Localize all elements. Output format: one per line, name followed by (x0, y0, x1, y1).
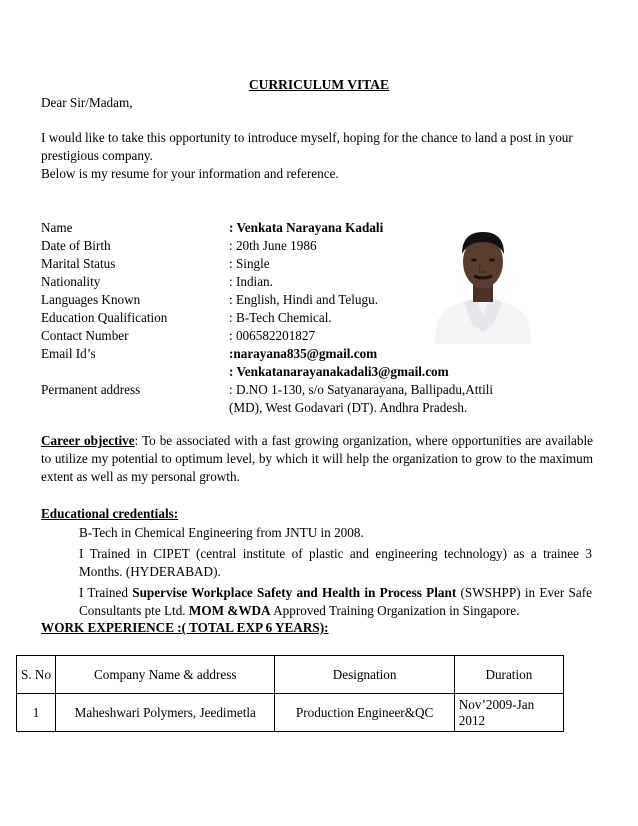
career-objective (41, 432, 593, 486)
education-value: : B-Tech Chemical. (229, 310, 332, 325)
email-value-1: :narayana835@gmail.com (229, 346, 378, 361)
intro-line-2: prestigious company. (41, 148, 153, 163)
table-header-row (17, 656, 564, 694)
intro-line-1: I would like to take this opportunity to introduce myself, hoping for the chance to land a post in your (41, 130, 573, 145)
address-label: Permanent address (41, 382, 141, 397)
career-objective-text: : To be associated with a fast growing organization, where opportunities are available to utilize my potential to optimum level, by which it will help the organization to grow to the maximum extent as well as my personal growth. (41, 433, 593, 484)
career-objective-heading: Career objective (41, 433, 135, 448)
col-duration: Duration (454, 656, 563, 694)
document-title: CURRICULUM VITAE (248, 77, 390, 92)
name-label: Name (41, 220, 73, 235)
email-label: Email Id’s (41, 346, 96, 361)
item3-part-c: (SWSHPP) in Ever Safe Consultants pte Ltd. (79, 585, 592, 618)
languages-value: : English, Hindi and Telugu. (229, 292, 379, 307)
name-value: : Venkata Narayana Kadali (229, 220, 384, 235)
contact-value: : 006582201827 (229, 328, 316, 343)
col-designation: Designation (275, 656, 454, 694)
item3-part-a: I Trained (79, 585, 133, 600)
table-row (17, 694, 564, 732)
work-experience-table (16, 655, 564, 732)
nationality-value: : Indian. (229, 274, 273, 289)
personal-row-email-2 (41, 364, 601, 382)
education-heading: Educational credentials: (41, 506, 179, 521)
marital-value: : Single (229, 256, 270, 271)
intro-line-3: Below is my resume for your information and reference. (41, 166, 339, 181)
cell-designation: Production Engineer&QC (275, 694, 454, 732)
cell-sno: 1 (17, 694, 56, 732)
personal-row-address (41, 382, 601, 400)
item3-part-e: Approved Training Organization in Singapore. (270, 603, 520, 618)
marital-label: Marital Status (41, 256, 116, 271)
col-sno: S. No (17, 656, 56, 694)
address-line-2: (MD), West Godavari (DT). Andhra Pradesh. (229, 400, 468, 415)
address-line-1: : D.NO 1-130, s/o Satyanarayana, Ballipadu,Attili (229, 382, 494, 397)
education-label: Education Qualification (41, 310, 168, 325)
item3-part-b: Supervise Workplace Safety and Health in Process Plant (132, 585, 457, 600)
dob-label: Date of Birth (41, 238, 111, 253)
work-experience-heading: WORK EXPERIENCE :( TOTAL EXP 6 YEARS): (41, 620, 329, 635)
nationality-label: Nationality (41, 274, 101, 289)
cell-duration: Nov’2009-Jan 2012 (454, 694, 563, 732)
contact-label: Contact Number (41, 328, 129, 343)
email-value-2: : Venkatanarayanakadali3@gmail.com (229, 364, 449, 379)
greeting: Dear Sir/Madam, (41, 95, 133, 110)
cell-company: Maheshwari Polymers, Jeedimetla (56, 694, 275, 732)
personal-row-address-2 (41, 400, 601, 418)
education-item-1-text: B-Tech in Chemical Engineering from JNTU in 2008. (79, 525, 364, 540)
item3-part-d: MOM &WDA (188, 603, 271, 618)
education-item-3-text (79, 584, 592, 620)
personal-row-email (41, 346, 601, 364)
profile-photo (428, 220, 538, 344)
col-company: Company Name & address (56, 656, 275, 694)
education-item-2-text: I Trained in CIPET (central institute of plastic and engineering technology) as a trainee 3 Months. (HYDERABAD). (79, 546, 592, 579)
languages-label: Languages Known (41, 292, 141, 307)
dob-value: : 20th June 1986 (229, 238, 317, 253)
